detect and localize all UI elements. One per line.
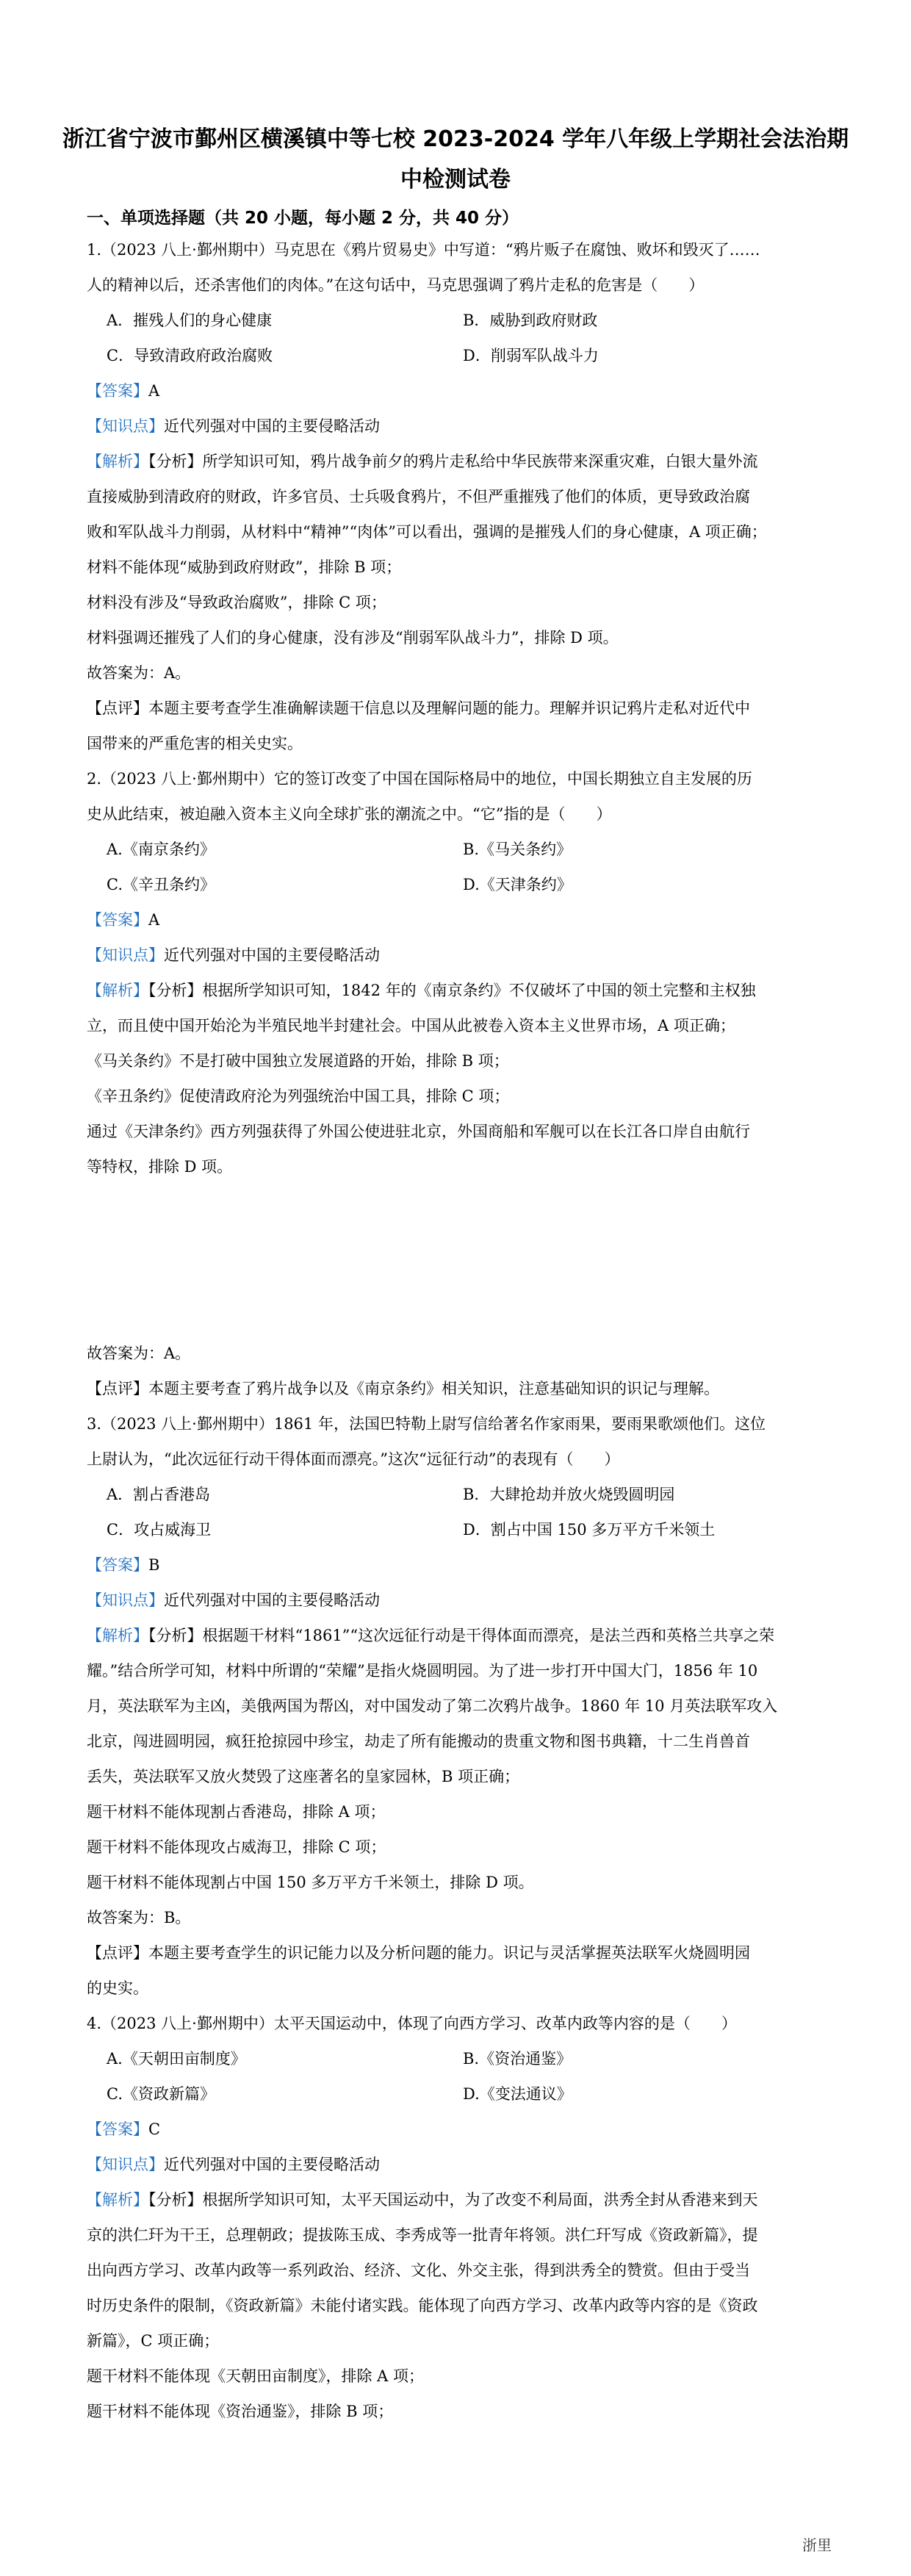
q2-comment-line1 bbox=[87, 1378, 829, 1399]
q3-comment-line1 bbox=[87, 1943, 829, 1963]
q4-option-a: A.《天朝田亩制度》 bbox=[107, 2050, 246, 2068]
analysis-label: 【解析】 bbox=[87, 982, 148, 999]
document-title-line2: 中检测试卷 bbox=[400, 167, 511, 193]
answer-label: 【答案】 bbox=[87, 1556, 148, 1574]
q3-knowledge bbox=[87, 1590, 829, 1611]
q4-option-d: D.《变法通议》 bbox=[463, 2085, 572, 2103]
comment-label: 【点评】 bbox=[87, 1944, 148, 1962]
q4-analysis-line1 bbox=[87, 2190, 829, 2210]
q2-analysis-line2: 立，而且使中国开始沦为半殖民地半封建社会。中国从此被卷入资本主义世界市场，A 项正确； bbox=[87, 1017, 735, 1035]
q4-knowledge-value: 近代列强对中国的主要侵略活动 bbox=[164, 2156, 380, 2173]
q4-answer bbox=[87, 2119, 829, 2140]
q1-analysis-line6: 材料强调还摧残了人们的身心健康，没有涉及“削弱军队战斗力”，排除 D 项。 bbox=[87, 629, 619, 647]
q4-analysis-text: 根据所学知识可知，太平天国运动中，为了改变不利局面，洪秀全封从香港来到天 bbox=[202, 2191, 758, 2209]
q3-knowledge-value: 近代列强对中国的主要侵略活动 bbox=[164, 1591, 380, 1609]
document-title-line1: 浙江省宁波市鄞州区横溪镇中等七校 2023-2024 学年八年级上学期社会法治期 bbox=[62, 126, 849, 152]
q4-analysis-line4: 时历史条件的限制，《资政新篇》未能付诸实践。能体现了向西方学习、改革内政等内容的是《资政 bbox=[87, 2297, 758, 2314]
q2-option-c: C.《辛丑条约》 bbox=[107, 876, 215, 893]
q1-comment-line1 bbox=[87, 698, 829, 719]
q3-analysis-line8: 题干材料不能体现割占中国 150 多万平方千米领土，排除 D 项。 bbox=[87, 1874, 534, 1891]
q3-analysis-line2: 耀。”结合所学可知，材料中所谓的“荣耀”是指火烧圆明园。为了进一步打开中国大门，1856 年 10 bbox=[87, 1662, 758, 1680]
comment-label: 【点评】 bbox=[87, 699, 148, 717]
q1-comment-text: 本题主要考查学生准确解读题干信息以及理解问题的能力。理解并识记鸦片走私对近代中 bbox=[148, 699, 750, 717]
q1-stem-line2: 人的精神以后，还杀害他们的肉体。”在这句话中，马克思强调了鸦片走私的危害是（ ） bbox=[87, 276, 705, 294]
q3-option-d: D．割占中国 150 多万平方千米领土 bbox=[463, 1521, 716, 1539]
q4-analysis-line5: 新篇》，C 项正确； bbox=[87, 2332, 220, 2350]
q1-analysis-text: 所学知识可知，鸦片战争前夕的鸦片走私给中华民族带来深重灾难，白银大量外流 bbox=[202, 453, 758, 470]
analysis-label: 【解析】 bbox=[87, 453, 148, 470]
knowledge-label: 【知识点】 bbox=[87, 417, 164, 435]
q3-stem-line1: 3.（2023 八上·鄞州期中）1861 年，法国巴特勒上尉写信给著名作家雨果，要雨果歌颂他们。这位 bbox=[87, 1415, 766, 1433]
q4-knowledge bbox=[87, 2154, 829, 2175]
q2-option-a: A.《南京条约》 bbox=[107, 841, 215, 858]
q4-option-c: C.《资政新篇》 bbox=[107, 2085, 215, 2103]
q2-answer bbox=[87, 910, 829, 930]
q2-analysis-line6: 等特权，排除 D 项。 bbox=[87, 1158, 233, 1176]
q3-analysis-line6: 题干材料不能体现割占香港岛，排除 A 项； bbox=[87, 1803, 386, 1821]
q2-comment-text: 本题主要考查了鸦片战争以及《南京条约》相关知识，注意基础知识的识记与理解。 bbox=[148, 1380, 719, 1397]
q4-stem-line1: 4.（2023 八上·鄞州期中）太平天国运动中，体现了向西方学习、改革内政等内容的是（ ） bbox=[87, 2015, 737, 2032]
q3-analysis-line3: 月，英法联军为主凶，美俄两国为帮凶，对中国发动了第二次鸦片战争。1860 年 10 月英法联军攻入 bbox=[87, 1697, 778, 1715]
q4-answer-value: C bbox=[148, 2120, 161, 2138]
q1-option-d: D．削弱军队战斗力 bbox=[463, 347, 599, 364]
q1-answer bbox=[87, 381, 829, 401]
q1-conclusion: 故答案为：A。 bbox=[87, 664, 191, 682]
q3-analysis-text: 根据题干材料“1861”“这次远征行动是干得体面而漂亮，是法兰西和英格兰共享之荣 bbox=[202, 1627, 775, 1644]
fenxi-label: 【分析】 bbox=[148, 2191, 203, 2209]
q4-analysis-line6: 题干材料不能体现《天朝田亩制度》，排除 A 项； bbox=[87, 2367, 425, 2385]
answer-label: 【答案】 bbox=[87, 382, 148, 400]
fenxi-label: 【分析】 bbox=[148, 982, 203, 999]
q3-comment-line2: 的史实。 bbox=[87, 1979, 148, 1997]
comment-label: 【点评】 bbox=[87, 1380, 148, 1397]
q2-analysis-line4: 《辛丑条约》促使清政府沦为列强统治中国工具，排除 C 项； bbox=[87, 1087, 510, 1105]
section-heading: 一、单项选择题（共 20 小题，每小题 2 分，共 40 分） bbox=[87, 209, 519, 228]
q4-option-b: B.《资治通鉴》 bbox=[463, 2050, 572, 2068]
q1-knowledge bbox=[87, 416, 829, 436]
q1-stem-line1: 1.（2023 八上·鄞州期中）马克思在《鸦片贸易史》中写道：“鸦片贩子在腐蚀、败坏和毁灭了…… bbox=[87, 241, 760, 259]
q3-option-b: B．大肆抢劫并放火烧毁圆明园 bbox=[463, 1486, 675, 1503]
knowledge-label: 【知识点】 bbox=[87, 946, 164, 964]
q3-answer bbox=[87, 1555, 829, 1575]
q3-analysis-line5: 丢失，英法联军又放火焚毁了这座著名的皇家园林，B 项正确； bbox=[87, 1768, 520, 1785]
fenxi-label: 【分析】 bbox=[148, 453, 203, 470]
q2-answer-value: A bbox=[148, 911, 160, 929]
q1-analysis-line5: 材料没有涉及“导致政治腐败”，排除 C 项； bbox=[87, 594, 386, 611]
q2-conclusion: 故答案为：A。 bbox=[87, 1345, 191, 1362]
q3-analysis-line4: 北京，闯进圆明园，疯狂抢掠园中珍宝，劫走了所有能搬动的贵重文物和图书典籍，十二生肖兽首 bbox=[87, 1733, 750, 1750]
q3-conclusion: 故答案为：B。 bbox=[87, 1909, 191, 1926]
q3-comment-text: 本题主要考查学生的识记能力以及分析问题的能力。识记与灵活掌握英法联军火烧圆明园 bbox=[148, 1944, 750, 1962]
q1-analysis-line3: 败和军队战斗力削弱，从材料中“精神”“肉体”可以看出，强调的是摧残人们的身心健康，A 项正确； bbox=[87, 523, 767, 541]
analysis-label: 【解析】 bbox=[87, 2191, 148, 2209]
q2-analysis-line1 bbox=[87, 980, 829, 1001]
q2-analysis-line5: 通过《天津条约》西方列强获得了外国公使进驻北京，外国商船和军舰可以在长江各口岸自由航行 bbox=[87, 1123, 750, 1140]
q3-stem-line2: 上尉认为，“此次远征行动干得体面而漂亮。”这次“远征行动”的表现有（ ） bbox=[87, 1450, 620, 1468]
q4-analysis-line2: 京的洪仁玕为干王，总理朝政；提拔陈玉成、李秀成等一批青年将领。洪仁玕写成《资政新篇》，提 bbox=[87, 2226, 758, 2244]
q3-option-c: C．攻占威海卫 bbox=[107, 1521, 212, 1539]
q3-analysis-line7: 题干材料不能体现攻占威海卫，排除 C 项； bbox=[87, 1838, 386, 1856]
answer-label: 【答案】 bbox=[87, 911, 148, 929]
q1-analysis-line2: 直接威胁到清政府的财政，许多官员、士兵吸食鸦片，不但严重摧残了他们的体质，更导致政治腐 bbox=[87, 488, 750, 506]
fenxi-label: 【分析】 bbox=[148, 1627, 203, 1644]
q1-comment-line2: 国带来的严重危害的相关史实。 bbox=[87, 735, 303, 752]
q1-option-c: C．导致清政府政治腐败 bbox=[107, 347, 273, 364]
blank-space bbox=[87, 1183, 829, 1315]
q2-stem-line1: 2.（2023 八上·鄞州期中）它的签订改变了中国在国际格局中的地位，中国长期独立自主发展的历 bbox=[87, 770, 752, 788]
q4-analysis-line3: 出向西方学习、改革内政等一系列政治、经济、文化、外交主张，得到洪秀全的赞赏。但由于受当 bbox=[87, 2262, 750, 2279]
knowledge-label: 【知识点】 bbox=[87, 2156, 164, 2173]
q1-analysis-line4: 材料不能体现“威胁到政府财政”，排除 B 项； bbox=[87, 558, 402, 576]
page-footer: 浙里 bbox=[802, 2536, 832, 2554]
q1-answer-value: A bbox=[148, 382, 160, 400]
analysis-label: 【解析】 bbox=[87, 1627, 148, 1644]
q2-analysis-line3: 《马关条约》不是打破中国独立发展道路的开始，排除 B 项； bbox=[87, 1052, 509, 1070]
q3-analysis-line1 bbox=[87, 1625, 829, 1646]
q1-option-b: B．威胁到政府财政 bbox=[463, 312, 598, 329]
q2-stem-line2: 史从此结束，被迫融入资本主义向全球扩张的潮流之中。“它”指的是（ ） bbox=[87, 805, 612, 823]
q2-option-b: B.《马关条约》 bbox=[463, 841, 572, 858]
q2-analysis-text: 根据所学知识可知，1842 年的《南京条约》不仅破坏了中国的领土完整和主权独 bbox=[202, 982, 756, 999]
q1-analysis-line1 bbox=[87, 451, 829, 472]
q3-option-a: A．割占香港岛 bbox=[107, 1486, 211, 1503]
q2-option-d: D.《天津条约》 bbox=[463, 876, 572, 893]
q1-knowledge-value: 近代列强对中国的主要侵略活动 bbox=[164, 417, 380, 435]
q2-knowledge-value: 近代列强对中国的主要侵略活动 bbox=[164, 946, 380, 964]
knowledge-label: 【知识点】 bbox=[87, 1591, 164, 1609]
q3-answer-value: B bbox=[148, 1556, 160, 1574]
answer-label: 【答案】 bbox=[87, 2120, 148, 2138]
q4-analysis-line7: 题干材料不能体现《资治通鉴》，排除 B 项； bbox=[87, 2403, 394, 2420]
q2-knowledge bbox=[87, 945, 829, 965]
q1-option-a: A．摧残人们的身心健康 bbox=[107, 312, 273, 329]
